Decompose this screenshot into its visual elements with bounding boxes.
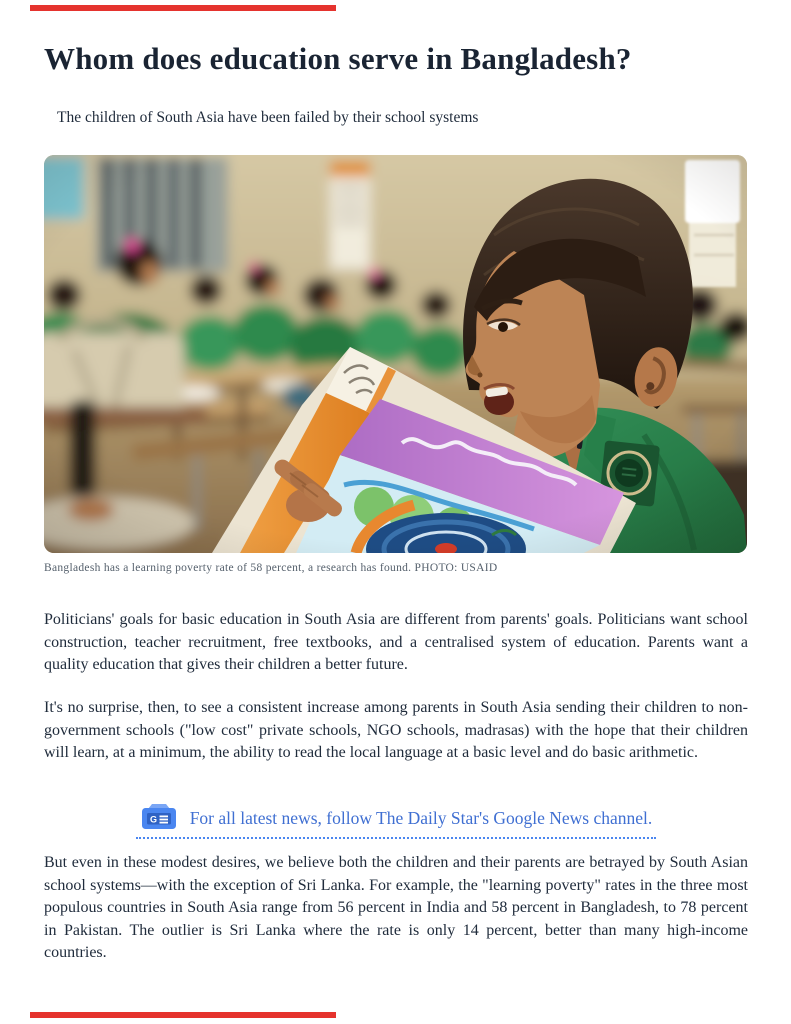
classroom-photo-illustration: [44, 155, 747, 553]
photo-caption: Bangladesh has a learning poverty rate of 58 percent, a research has found. PHOTO: USAID: [44, 562, 498, 574]
classroom-photo: [44, 155, 747, 553]
top-red-rule: [30, 5, 336, 11]
google-news-link[interactable]: For all latest news, follow The Daily Star's Google News channel.: [189, 808, 653, 828]
paragraph-3: But even in these modest desires, we believe both the children and their parents are betrayed by South Asian school systems—with the exception of Sri Lanka. For example, the "learning poverty" rates in the three most populous countries in South Asia range from 56 percent in India and 58 percent in Bangladesh, to 78 percent in Pakistan. The outlier is Sri Lanka where the rate is only 14 percent, better than many high-income countries.: [44, 854, 748, 961]
page-title: Whom does education serve in Bangladesh?: [44, 41, 632, 76]
google-news-link-wrap: [136, 804, 657, 839]
svg-text:G: G: [149, 814, 157, 825]
paragraph-2: It's no surprise, then, to see a consistent increase among parents in South Asia sending their children to non-government schools ("low cost" private schools, NGO schools, madrasas) with the hope that their children will learn, at a minimum, the ability to read the local language at a basic level and do basic arithmetic.: [44, 699, 748, 761]
google-news-row: [44, 804, 748, 839]
google-news-icon: [140, 804, 178, 832]
article-subtitle: The children of South Asia have been failed by their school systems: [57, 109, 479, 126]
paragraph-1: Politicians' goals for basic education in South Asia are different from parents' goals. Politicians want school construction, teacher recruitment, free textbooks, and a centralised system of education. Parents want a quality education that gives their children a better future.: [44, 611, 748, 673]
bottom-red-rule: [30, 1012, 336, 1018]
